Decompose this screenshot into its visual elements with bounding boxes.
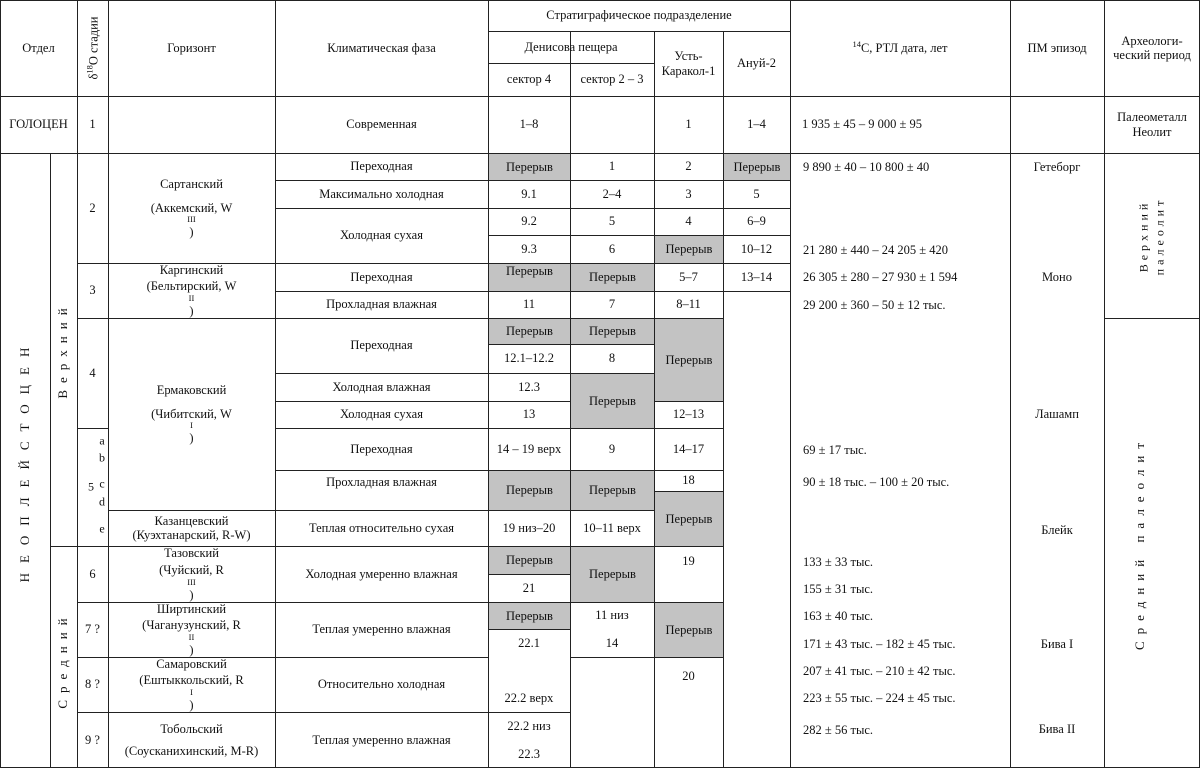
phase-row-9: Переходная xyxy=(350,441,413,456)
stage-3: 3 xyxy=(89,283,96,298)
uk-cell: 4 xyxy=(685,214,692,229)
date-cell: 69 ± 17 тыс. xyxy=(803,443,867,457)
uk-cell: 2 xyxy=(685,159,692,174)
phase-row-4: Переходная xyxy=(350,269,413,284)
date-holocene: 1 935 ± 45 – 9 000 ± 95 xyxy=(802,117,922,132)
horizon-kazan: Казанцевский (Куэхтанарский, R-W) xyxy=(132,513,251,542)
date-cell: 29 200 ± 360 – 50 ± 12 тыс. xyxy=(803,298,946,312)
s4-cell: 12.1–12.2 xyxy=(504,351,554,366)
horizon-sartan: Сартанский (Аккемский, W III ) xyxy=(150,176,233,240)
stage-5d: d xyxy=(99,494,105,509)
header-ust-karakol: Усть- Каракол-1 xyxy=(661,49,716,78)
arch-upper-paleolithic: Верхний палеолит xyxy=(1136,196,1166,276)
anui-holocene: 1–4 xyxy=(747,117,766,132)
s4-cell: 22.2 верх xyxy=(504,690,554,705)
s4-cell: 22.1 xyxy=(518,635,540,650)
s4-cell: 22.3 xyxy=(518,746,540,761)
uk-cell: 19 xyxy=(682,553,695,568)
phase-row-8: Холодная сухая xyxy=(340,407,423,422)
date-cell: 26 305 ± 280 – 27 930 ± 1 594 xyxy=(803,270,958,284)
phase-row-1: Переходная xyxy=(350,159,413,174)
uk-cell: 18 xyxy=(682,473,695,488)
otdel-holocene: ГОЛОЦЕН xyxy=(9,117,68,132)
s4-cell: 22.2 низ xyxy=(507,718,551,733)
s23-gap: Перерыв xyxy=(571,319,654,344)
s4-cell: 9.3 xyxy=(521,241,537,256)
stage-5: 5 xyxy=(88,479,94,494)
stage-9: 9 ? xyxy=(85,732,100,747)
uk-cell: 14–17 xyxy=(672,441,705,456)
s4-cell: 12.3 xyxy=(518,379,540,394)
pm-goteborg: Гетеборг xyxy=(1033,159,1081,174)
s4-gap: Перерыв xyxy=(489,603,570,629)
s23-cell: 7 xyxy=(608,297,616,312)
anui-cell: 5 xyxy=(753,186,760,201)
anui-gap: Перерыв xyxy=(724,154,790,180)
header-arch-period: Археологи- ческий период xyxy=(1113,33,1191,62)
anui-cell: 6–9 xyxy=(747,214,766,229)
header-denisova-cave: Денисова пещера xyxy=(524,39,618,54)
uk-gap: Перерыв xyxy=(655,236,723,263)
uk-cell: 3 xyxy=(685,186,692,201)
subdivision-middle: Средний xyxy=(55,611,70,709)
horizon-tobol: Тобольский (Соусканихинский, M-R) xyxy=(124,721,259,758)
stage-4: 4 xyxy=(89,365,96,380)
phase-row-12: Холодная умеренно влажная xyxy=(305,566,458,581)
phase-row-3: Холодная сухая xyxy=(340,228,423,243)
s23-cell: 10–11 верх xyxy=(583,520,641,535)
uk-cell: 5–7 xyxy=(679,269,698,284)
uk-gap: Перерыв xyxy=(655,319,723,401)
stage-5e: e xyxy=(99,521,105,536)
s4-gap: Перерыв xyxy=(489,319,570,344)
date-cell: 90 ± 18 тыс. – 100 ± 20 тыс. xyxy=(803,475,950,489)
s4-cell: 11 xyxy=(522,297,536,312)
s4-gap: Перерыв xyxy=(489,547,570,574)
pm-mono: Моно xyxy=(1042,269,1072,284)
date-cell: 223 ± 55 тыс. – 224 ± 45 тыс. xyxy=(803,691,956,705)
phase-row-14: Относительно холодная xyxy=(317,677,446,692)
horizon-kargin: Каргинский (Бельтирский, W II ) xyxy=(146,263,237,318)
uk-cell: 12–13 xyxy=(672,407,705,422)
s4-cell: 21 xyxy=(522,580,536,595)
uk-cell: 8–11 xyxy=(676,297,701,312)
arch-middle-paleolithic: Средний палеолит xyxy=(1132,435,1147,651)
horizon-samar: Самаровский (Ештыккольский, R I ) xyxy=(139,657,244,712)
header-pm-episode: ПМ эпизод xyxy=(1027,40,1087,55)
s23-cell: 6 xyxy=(608,241,616,256)
s4-gap: Перерыв xyxy=(489,471,570,510)
s4-gap-kargin-fill xyxy=(489,279,570,291)
stage-5b: b xyxy=(99,450,105,465)
s4-cell: 9.1 xyxy=(521,186,537,201)
horizon-ermak: Ермаковский (Чибитский, W I ) xyxy=(151,382,232,446)
uk-gap: Перерыв xyxy=(655,492,723,546)
date-cell: 282 ± 56 тыс. xyxy=(803,723,874,737)
horizon-shirta: Ширтинский (Чаганузунский, R II ) xyxy=(142,602,241,657)
anui-cell: 13–14 xyxy=(740,269,773,284)
uk-gap: Перерыв xyxy=(655,603,723,657)
s23-cell: 1 xyxy=(608,159,616,174)
s23-cell: 14 xyxy=(605,635,619,650)
anui-cell: 10–12 xyxy=(740,241,773,256)
s23-gap: Перерыв xyxy=(571,374,654,428)
stage-2: 2 xyxy=(89,200,96,215)
stage-6: 6 xyxy=(89,566,96,581)
s23-gap: Перерыв xyxy=(571,264,654,291)
uk-holocene: 1 xyxy=(685,117,692,132)
s4-cell: 13 xyxy=(522,407,536,422)
pm-biwa-1: Бива I xyxy=(1040,636,1074,651)
s4-holocene: 1–8 xyxy=(519,117,539,132)
s4-cell: 19 низ–20 xyxy=(502,520,556,535)
arch-holocene: Палеометалл Неолит xyxy=(1117,110,1187,139)
phase-row-13: Теплая умеренно влажная xyxy=(312,622,451,637)
header-o18-stage: $\delta^{18}O$ стадии xyxy=(84,16,101,80)
s4-gap-kargin: Перерыв xyxy=(489,264,570,279)
header-climatic-phase: Климатическая фаза xyxy=(327,40,436,55)
phase-row-11: Теплая относительно сухая xyxy=(308,520,455,535)
pm-laschamp: Лашамп xyxy=(1035,406,1079,421)
header-c14-dates: $^{14}$С, РТЛ дата, лет xyxy=(852,39,948,56)
phase-row-2: Максимально холодная xyxy=(319,186,444,201)
s23-cell: 11 низ xyxy=(595,608,629,623)
stage-8: 8 ? xyxy=(85,677,100,692)
s23-cell: 5 xyxy=(608,214,616,229)
s4-gap: Перерыв xyxy=(489,154,570,180)
stage-5c: c xyxy=(99,476,105,491)
date-cell: 133 ± 33 тыс. xyxy=(803,555,874,569)
pm-blake: Блейк xyxy=(1041,522,1073,537)
date-cell: 9 890 ± 40 – 10 800 ± 40 xyxy=(803,160,930,174)
s4-cell: 14 – 19 верх xyxy=(496,441,562,456)
header-sector4: сектор 4 xyxy=(506,72,552,87)
s23-cell: 2–4 xyxy=(602,186,622,201)
s23-cell: 8 xyxy=(608,351,616,366)
phase-row-10: Прохладная влажная xyxy=(326,474,437,489)
pm-biwa-2: Бива II xyxy=(1038,721,1076,736)
otdel-neopleistocene: НЕОПЛЕЙСТОЦЕН xyxy=(17,337,32,583)
subdivision-upper: Верхний xyxy=(55,301,70,399)
phase-modern: Современная xyxy=(346,117,417,132)
date-cell: 21 280 ± 440 – 24 205 ± 420 xyxy=(803,243,948,257)
date-cell: 155 ± 31 тыс. xyxy=(803,582,874,596)
header-anui2: Ануй-2 xyxy=(736,56,777,71)
phase-row-6: Переходная xyxy=(350,338,413,353)
uk-cell: 20 xyxy=(682,668,695,683)
date-cell: 171 ± 43 тыс. – 182 ± 45 тыс. xyxy=(803,637,956,651)
horizon-taz: Тазовский (Чуйский, R III ) xyxy=(159,546,224,602)
header-otdel: Отдел xyxy=(22,40,55,55)
s23-cell: 9 xyxy=(608,441,616,456)
s4-cell: 9.2 xyxy=(521,214,537,229)
stage-7: 7 ? xyxy=(85,622,100,637)
phase-row-15: Теплая умеренно влажная xyxy=(312,732,451,747)
stage-5a: a xyxy=(99,433,105,448)
header-strat-subdivision: Стратиграфическое подразделение xyxy=(546,8,732,23)
s23-gap: Перерыв xyxy=(571,547,654,602)
phase-row-5: Прохладная влажная xyxy=(326,297,437,312)
stage-1: 1 xyxy=(89,117,96,132)
header-gorizont: Горизонт xyxy=(167,40,216,55)
phase-row-7: Холодная влажная xyxy=(332,379,431,394)
header-sector23: сектор 2 – 3 xyxy=(580,72,644,87)
date-cell: 163 ± 40 тыс. xyxy=(803,609,874,623)
date-cell: 207 ± 41 тыс. – 210 ± 42 тыс. xyxy=(803,664,956,678)
s23-gap: Перерыв xyxy=(571,471,654,510)
